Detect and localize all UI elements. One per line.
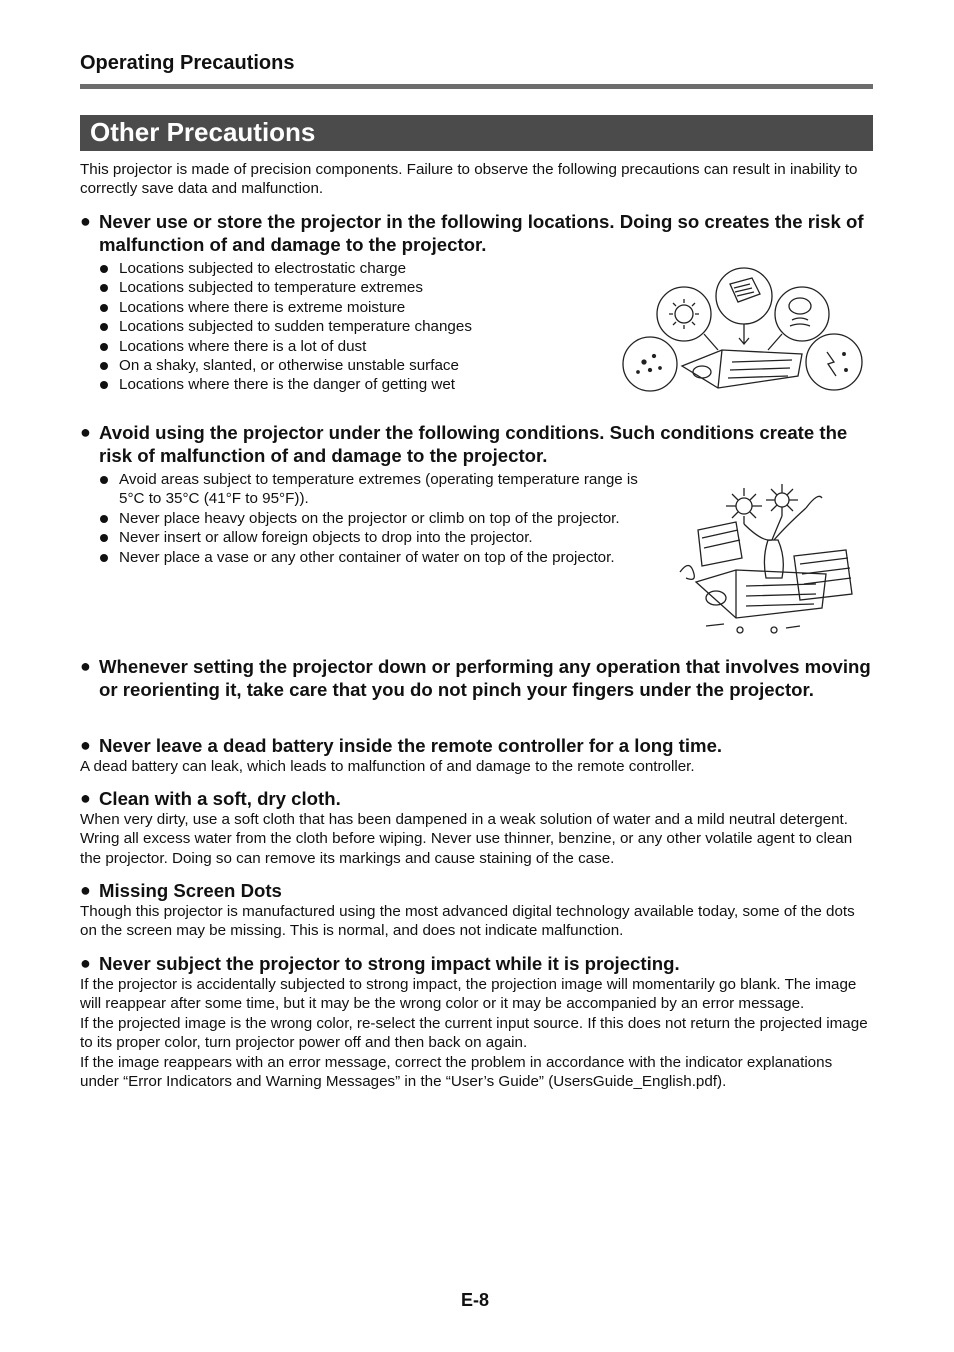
bullet-dot-icon: ● — [80, 880, 91, 900]
section-heading-text: Clean with a soft, dry cloth. — [99, 788, 341, 809]
impact-paragraphs — [80, 975, 872, 1091]
intro-paragraph: This projector is made of precision components. Failure to observe the following precautions can result in inability to correctly save data and malfunction. — [80, 161, 858, 198]
section-heading-conditions — [80, 421, 875, 467]
title-bar — [80, 115, 873, 151]
bullet-dot-icon: ● — [80, 422, 91, 442]
section-heading-battery — [80, 734, 875, 757]
section-heading-text: Never subject the projector to strong impact while it is projecting. — [99, 953, 680, 974]
impact-paragraph: If the projected image is the wrong color, re-select the current input source. If this does not return the projected image to its proper color, turn projector power off and then back on again. — [80, 1014, 868, 1052]
section-heading-pinch-fingers — [80, 655, 875, 701]
header-rule — [80, 84, 873, 89]
list-item: Never place heavy objects on the projector or climb on top of the projector. — [98, 509, 646, 528]
list-item: Locations where there is a lot of dust — [98, 337, 618, 356]
screen-dots-paragraph: Though this projector is manufactured using the most advanced digital technology available today, some of the dots on the screen may be missing. This is normal, and does not indicate malfunction. — [80, 903, 855, 940]
section-heading-impact — [80, 952, 875, 975]
list-item: Never place a vase or any other container of water on top of the projector. — [98, 548, 646, 567]
conditions-list — [98, 470, 646, 567]
section-heading-cleaning — [80, 787, 875, 810]
list-item: Never insert or allow foreign objects to drop into the projector. — [98, 528, 646, 547]
bullet-dot-icon: ● — [80, 656, 91, 676]
list-item: Locations subjected to sudden temperature changes — [98, 317, 618, 336]
page-number: E-8 — [461, 1290, 490, 1310]
list-item: Locations subjected to electrostatic charge — [98, 259, 618, 278]
locations-list — [98, 259, 618, 395]
bullet-dot-icon: ● — [80, 788, 91, 808]
section-heading-text: Never leave a dead battery inside the remote controller for a long time. — [99, 735, 723, 756]
impact-paragraph: If the projector is accidentally subjected to strong impact, the projection image will momentarily go blank. The image will reappear after some time, but it may be the wrong color or it may be accompanied by an error message. — [80, 976, 857, 1013]
impact-paragraph: If the image reappears with an error message, correct the problem in accordance with the indicator explanations under “Error Indicators and Warning Messages” in the “User’s Guide” (UsersGuide_English.pdf). — [80, 1053, 833, 1091]
hazard-locations-illustration — [622, 266, 867, 396]
section-heading-text: Whenever setting the projector down or performing any operation that involves moving or reorienting it, take care that you do not pinch your fingers under the projector. — [99, 656, 871, 700]
list-item: Locations where there is extreme moisture — [98, 298, 618, 317]
cleaning-paragraph: When very dirty, use a soft cloth that has been dampened in a weak solution of water and a mild neutral detergent. Wring all excess water from the cloth before wiping. Never use thinner, benzine, or any other volatile agent to clean the projector. Doing so can remove its markings and cause staining of the case. — [80, 811, 853, 867]
section-heading-screen-dots — [80, 879, 875, 902]
list-item: Locations subjected to temperature extremes — [98, 278, 618, 297]
bullet-dot-icon: ● — [80, 211, 91, 231]
section-heading-text: Missing Screen Dots — [99, 880, 282, 901]
page-title: Other Precautions — [90, 117, 316, 147]
list-item: Locations where there is the danger of getting wet — [98, 375, 618, 394]
bullet-dot-icon: ● — [80, 953, 91, 973]
section-heading-locations — [80, 210, 875, 256]
section-heading-text: Avoid using the projector under the following conditions. Such conditions create the risk of malfunction of and damage to the projector. — [99, 422, 848, 466]
bullet-dot-icon: ● — [80, 735, 91, 755]
running-header: Operating Precautions — [80, 52, 295, 74]
battery-paragraph: A dead battery can leak, which leads to malfunction of and damage to the remote controller. — [80, 758, 695, 775]
section-heading-text: Never use or store the projector in the following locations. Doing so creates the risk of malfunction of and damage to the projector. — [99, 211, 864, 255]
list-item: Avoid areas subject to temperature extremes (operating temperature range is 5°C to 35°C (41°F to 95°F)). — [98, 470, 646, 509]
objects-on-projector-illustration — [676, 478, 870, 640]
list-item: On a shaky, slanted, or otherwise unstable surface — [98, 356, 618, 375]
